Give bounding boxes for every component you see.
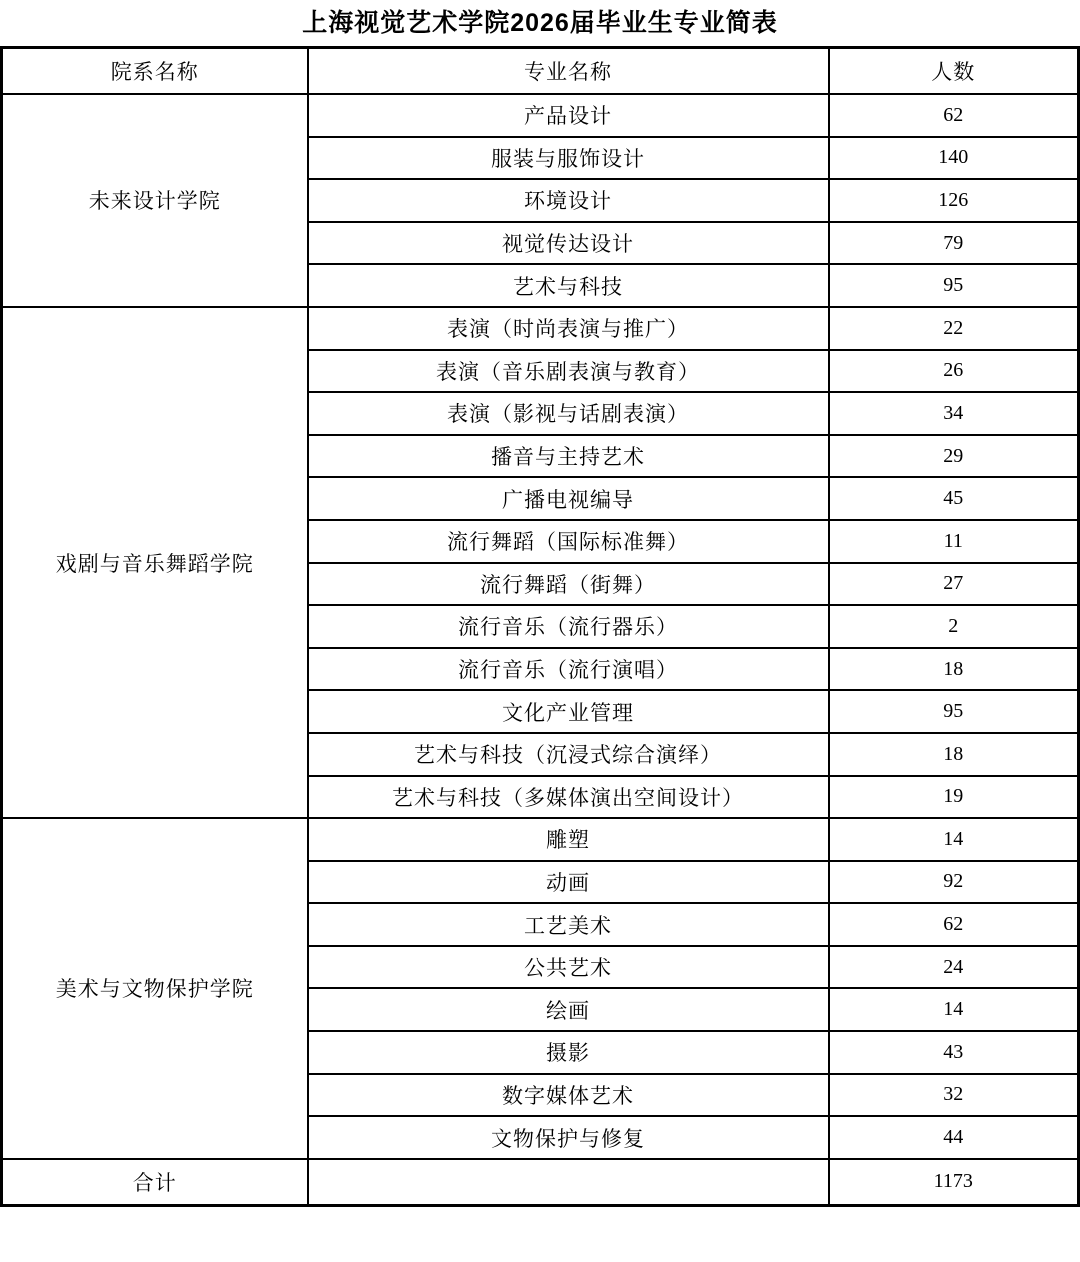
major-count-cell: 62	[829, 903, 1079, 946]
major-name-cell: 播音与主持艺术	[308, 435, 829, 478]
major-count-cell: 2	[829, 605, 1079, 648]
major-name-cell: 广播电视编导	[308, 477, 829, 520]
major-name-cell: 雕塑	[308, 818, 829, 861]
major-name-cell: 表演（影视与话剧表演）	[308, 392, 829, 435]
major-name-cell: 视觉传达设计	[308, 222, 829, 265]
major-count-cell: 26	[829, 350, 1079, 393]
major-count-cell: 27	[829, 563, 1079, 606]
table-row	[2, 307, 1079, 350]
total-row	[2, 1159, 1079, 1206]
table-row	[2, 818, 1079, 861]
major-count-cell: 92	[829, 861, 1079, 904]
major-count-cell: 18	[829, 733, 1079, 776]
table-row	[2, 94, 1079, 137]
major-count-cell: 14	[829, 818, 1079, 861]
major-count-cell: 43	[829, 1031, 1079, 1074]
header-count: 人数	[829, 48, 1079, 95]
major-count-cell: 62	[829, 94, 1079, 137]
total-count-cell: 1173	[829, 1159, 1079, 1206]
college-name-cell: 未来设计学院	[2, 94, 308, 307]
major-count-cell: 79	[829, 222, 1079, 265]
major-name-cell: 文物保护与修复	[308, 1116, 829, 1159]
page-title: 上海视觉艺术学院2026届毕业生专业简表	[302, 9, 778, 37]
major-count-cell: 19	[829, 776, 1079, 819]
major-name-cell: 表演（音乐剧表演与教育）	[308, 350, 829, 393]
college-name-cell: 戏剧与音乐舞蹈学院	[2, 307, 308, 818]
major-name-cell: 流行舞蹈（街舞）	[308, 563, 829, 606]
table-body	[2, 94, 1079, 1205]
major-name-cell: 动画	[308, 861, 829, 904]
major-count-cell: 11	[829, 520, 1079, 563]
major-count-cell: 29	[829, 435, 1079, 478]
major-count-cell: 24	[829, 946, 1079, 989]
major-name-cell: 流行音乐（流行演唱）	[308, 648, 829, 691]
major-name-cell: 艺术与科技（沉浸式综合演绎）	[308, 733, 829, 776]
major-name-cell: 艺术与科技（多媒体演出空间设计）	[308, 776, 829, 819]
major-name-cell: 数字媒体艺术	[308, 1074, 829, 1117]
major-name-cell: 艺术与科技	[308, 264, 829, 307]
major-name-cell: 表演（时尚表演与推广）	[308, 307, 829, 350]
major-name-cell: 产品设计	[308, 94, 829, 137]
major-name-cell: 流行舞蹈（国际标准舞）	[308, 520, 829, 563]
major-count-cell: 44	[829, 1116, 1079, 1159]
major-name-cell: 流行音乐（流行器乐）	[308, 605, 829, 648]
header-major: 专业名称	[308, 48, 829, 95]
major-count-cell: 45	[829, 477, 1079, 520]
major-name-cell: 服装与服饰设计	[308, 137, 829, 180]
total-empty-cell	[308, 1159, 829, 1206]
major-count-cell: 126	[829, 179, 1079, 222]
major-name-cell: 公共艺术	[308, 946, 829, 989]
major-count-cell: 32	[829, 1074, 1079, 1117]
major-name-cell: 摄影	[308, 1031, 829, 1074]
major-count-cell: 22	[829, 307, 1079, 350]
major-name-cell: 工艺美术	[308, 903, 829, 946]
table-header-row	[2, 48, 1079, 95]
major-name-cell: 文化产业管理	[308, 690, 829, 733]
major-count-cell: 95	[829, 264, 1079, 307]
majors-table	[0, 46, 1080, 1207]
major-name-cell: 环境设计	[308, 179, 829, 222]
college-name-cell: 美术与文物保护学院	[2, 818, 308, 1159]
major-count-cell: 18	[829, 648, 1079, 691]
major-count-cell: 34	[829, 392, 1079, 435]
major-count-cell: 95	[829, 690, 1079, 733]
major-count-cell: 14	[829, 988, 1079, 1031]
major-name-cell: 绘画	[308, 988, 829, 1031]
header-college: 院系名称	[2, 48, 308, 95]
major-count-cell: 140	[829, 137, 1079, 180]
total-label-cell: 合计	[2, 1159, 308, 1206]
